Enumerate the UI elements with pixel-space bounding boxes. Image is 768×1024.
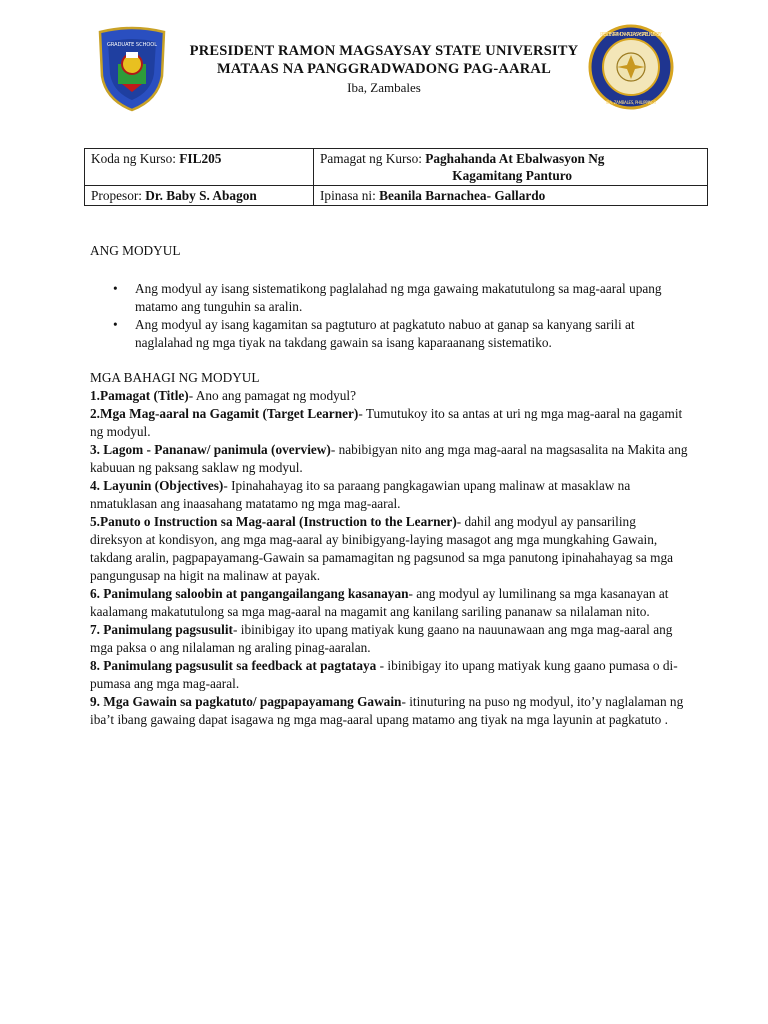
table-row xyxy=(85,186,708,206)
bahagi-item xyxy=(90,693,690,729)
bahagi-desc: - dahil ang modyul ay pansariling direksyon at kondisyon, ang mga mag-aaral ay binibigyang-laying masagot ang mga mungkahing Gawain, takdang aralin, pagpapayamang-Gawain sa pamamagitan ng pagsunod sa mga panutong ipinahahayag sa mga pangungusap na higit na malinaw at payak. xyxy=(90,514,674,583)
bahagi-term: 6. Panimulang saloobin at pangangailangang kasanayan xyxy=(90,586,409,601)
course-title-cell xyxy=(314,149,708,186)
course-title-value-line2: Kagamitang Panturo xyxy=(452,168,573,183)
bahagi-term: 4. Layunin (Objectives) xyxy=(90,478,224,493)
bullet-icon: • xyxy=(113,281,118,296)
left-logo-text: GRADUATE SCHOOL xyxy=(107,42,157,48)
graduate-school-logo xyxy=(96,26,168,112)
bahagi-term: 8. Panimulang pagsusulit sa feedback at pagtataya xyxy=(90,658,377,673)
course-title-label: Pamagat ng Kurso: xyxy=(320,151,422,166)
bahagi-item xyxy=(90,621,690,657)
bahagi-desc: - Ano ang pamagat ng modyul? xyxy=(188,388,357,403)
bahagi-item xyxy=(90,405,690,441)
submitted-by-cell xyxy=(314,186,708,206)
course-title-value-line1: Paghahanda At Ebalwasyon Ng xyxy=(425,151,605,166)
professor-label: Propesor: xyxy=(91,188,142,203)
bahagi-desc: - itinuturing na puso ng modyul, ito’y naglalaman ng iba’t ibang gawaing dapat isagawa ng mga mag-aaral upang matamo ang tiyak na mga layunin at pagkatuto . xyxy=(90,694,684,727)
bahagi-term: 2.Mga Mag-aaral na Gagamit (Target Learner) xyxy=(90,406,359,421)
bahagi-item xyxy=(90,657,690,693)
course-info-table xyxy=(84,148,708,206)
bahagi-desc: - nabibigyan nito ang mga mag-aaral na magsasalita na Makita ang kabuuan ng paksang saklaw ng modyul. xyxy=(90,442,688,475)
modyul-heading: ANG MODYUL xyxy=(90,243,181,258)
course-title-value xyxy=(425,150,657,184)
right-logo-text: PRESIDENT RAMON MAGSAYSAY STATE UNIVERSITY xyxy=(600,32,662,38)
bahagi-desc: - Tumutukoy ito sa antas at uri ng mga mag-aaral na gagamit ng modyul. xyxy=(90,406,683,439)
bahagi-term: 1.Pamagat (Title) xyxy=(90,388,189,403)
document-header xyxy=(170,42,598,97)
bahagi-item xyxy=(90,441,690,477)
list-item xyxy=(113,316,690,352)
bahagi-term: 3. Lagom - Pananaw/ panimula (overview) xyxy=(90,442,331,457)
school-name: MATAAS NA PANGGRADWADONG PAG-AARAL xyxy=(217,61,551,77)
bahagi-item xyxy=(90,585,690,621)
bahagi-item xyxy=(90,477,690,513)
bahagi-term: 9. Mga Gawain sa pagkatuto/ pagpapayamang Gawain xyxy=(90,694,402,709)
list-item xyxy=(113,280,690,316)
submitted-by-value: Beanila Barnachea- Gallardo xyxy=(379,188,546,203)
right-logo-bottom-text: IBA, ZAMBALES, PHILIPPINES xyxy=(606,100,656,105)
university-name: PRESIDENT RAMON MAGSAYSAY STATE UNIVERSITY xyxy=(189,43,579,59)
bahagi-item xyxy=(90,513,690,585)
bahagi-desc: - ibinibigay ito upang matiyak kung gaano pumasa o di- pumasa ang mga mag-aaral. xyxy=(90,658,678,691)
bahagi-desc: - ang modyul ay lumilinang sa mga kasanayan at kaalamang makatutulong sa mga mag-aaral na magamit ang kanilang sariling pananaw sa nilalaman nito. xyxy=(90,586,669,619)
submitted-by-label: Ipinasa ni: xyxy=(320,188,376,203)
bullet-text: Ang modyul ay isang sistematikong paglalahad ng mga gawaing makatutulong sa mag-aaral upang matamo ang tunguhin sa aralin. xyxy=(135,281,662,314)
bahagi-desc: - ibinibigay ito upang matiyak kung gaano na nauunawaan ang mga mag-aaral ang mga paksa o ang nilalaman ng araling pinag-aaralan. xyxy=(90,622,673,655)
bahagi-item xyxy=(90,387,690,405)
document-body xyxy=(90,242,690,729)
bahagi-term: 5.Panuto o Instruction sa Mag-aaral (Instruction to the Learner) xyxy=(90,514,457,529)
professor-value: Dr. Baby S. Abagon xyxy=(145,188,257,203)
professor-cell xyxy=(85,186,314,206)
school-location: Iba, Zambales xyxy=(347,80,421,95)
bahagi-desc: - Ipinahahayag ito sa paraang pangkagawian upang malinaw at masaklaw na nmatuklasan ang inaasahang matatamo ng mga mag-aaral. xyxy=(90,478,631,511)
course-code-cell xyxy=(85,149,314,186)
course-code-label: Koda ng Kurso: xyxy=(91,151,176,166)
bahagi-term: 7. Panimulang pagsusulit xyxy=(90,622,233,637)
modyul-bullet-list xyxy=(90,280,690,352)
bullet-text: Ang modyul ay isang kagamitan sa pagtuturo at pagkatuto nabuo at ganap sa kanyang sarili at naglalahad ng mga tiyak na takdang gawain sa isang kaparaanang sistematiko. xyxy=(135,317,635,350)
bahagi-heading: MGA BAHAGI NG MODYUL xyxy=(90,370,260,385)
bullet-icon: • xyxy=(113,317,118,332)
university-seal-logo xyxy=(588,24,674,110)
course-code-value: FIL205 xyxy=(179,151,222,166)
table-row xyxy=(85,149,708,186)
